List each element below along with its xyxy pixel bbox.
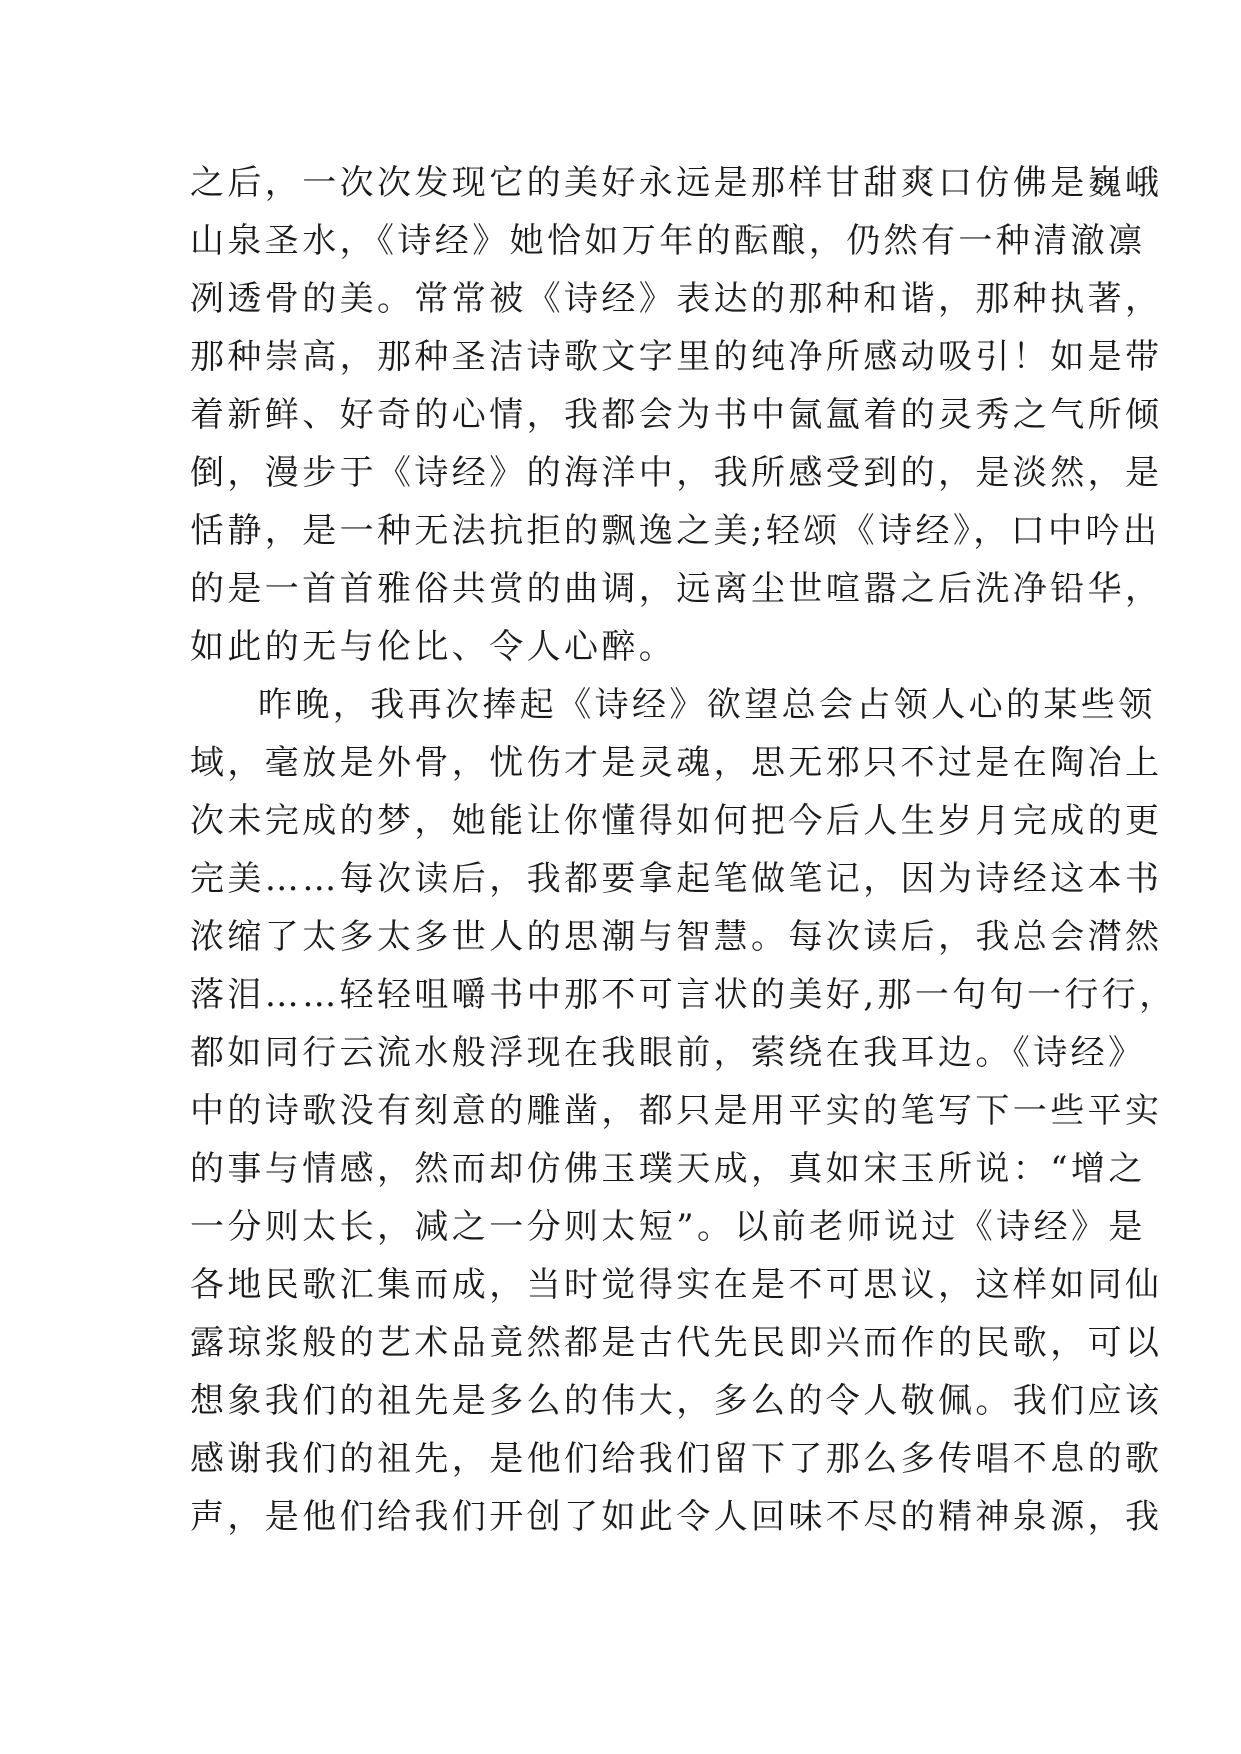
paragraph-1-line-8: 的是一首首雅俗共赏的曲调，远离尘世喧嚣之后洗净铅华， — [190, 569, 1163, 609]
paragraph-2-line-8: 中的诗歌没有刻意的雕凿，都只是用平实的笔写下一些平实 — [190, 1091, 1163, 1131]
paragraph-2-line-5: 浓缩了太多太多世人的思潮与智慧。每次读后，我总会潸然 — [190, 917, 1163, 957]
paragraph-1-line-2: 山泉圣水，《诗经》她恰如万年的酝酿，仍然有一种清澈凛 — [190, 221, 1146, 261]
paragraph-2-line-14: 感谢我们的祖先，是他们给我们留下了那么多传唱不息的歌 — [190, 1439, 1163, 1479]
paragraph-2-line-12: 露琼浆般的艺术品竟然都是古代先民即兴而作的民歌，可以 — [190, 1323, 1163, 1363]
paragraph-2-line-10: 一分则太长，减之一分则太短”。以前老师说过《诗经》是 — [190, 1207, 1146, 1247]
paragraph-1-line-1: 之后，一次次发现它的美好永远是那样甘甜爽口仿佛是巍峨 — [190, 163, 1163, 203]
paragraph-2-line-13: 想象我们的祖先是多么的伟大，多么的令人敬佩。我们应该 — [190, 1381, 1163, 1421]
paragraph-2-line-1: 昨晚，我再次捧起《诗经》欲望总会占领人心的某些领 — [258, 685, 1156, 725]
paragraph-1-line-7: 恬静，是一种无法抗拒的飘逸之美;轻颂《诗经》，口中吟出 — [190, 511, 1161, 551]
paragraph-2-line-7: 都如同行云流水般浮现在我眼前，萦绕在我耳边。《诗经》 — [190, 1033, 1146, 1073]
paragraph-1-line-6: 倒，漫步于《诗经》的海洋中，我所感受到的，是淡然，是 — [190, 453, 1163, 493]
paragraph-2-line-4: 完美……每次读后，我都要拿起笔做笔记，因为诗经这本书 — [190, 859, 1163, 899]
paragraph-2-line-2: 域，毫放是外骨，忧伤才是灵魂，思无邪只不过是在陶冶上 — [190, 743, 1163, 783]
paragraph-2-line-3: 次未完成的梦，她能让你懂得如何把今后人生岁月完成的更 — [190, 801, 1163, 841]
paragraph-2-line-9: 的事与情感，然而却仿佛玉璞天成，真如宋玉所说：“增之 — [190, 1149, 1146, 1189]
paragraph-1-line-9: 如此的无与伦比、令人心醉。 — [190, 627, 677, 667]
body-text — [190, 154, 1177, 1546]
paragraph-1-line-4: 那种崇高，那种圣洁诗歌文字里的纯净所感动吸引！如是带 — [190, 337, 1163, 377]
paragraph-2-line-15: 声，是他们给我们开创了如此令人回味不尽的精神泉源，我 — [190, 1497, 1163, 1537]
paragraph-1-line-3: 冽透骨的美。常常被《诗经》表达的那种和谐，那种执著， — [190, 279, 1163, 319]
paragraph-2-line-6: 落泪……轻轻咀嚼书中那不可言状的美好,那一句句一行行， — [190, 975, 1177, 1015]
paragraph-1-line-5: 着新鲜、好奇的心情，我都会为书中氤氲着的灵秀之气所倾 — [190, 395, 1163, 435]
paragraph-2-line-11: 各地民歌汇集而成，当时觉得实在是不可思议，这样如同仙 — [190, 1265, 1163, 1305]
